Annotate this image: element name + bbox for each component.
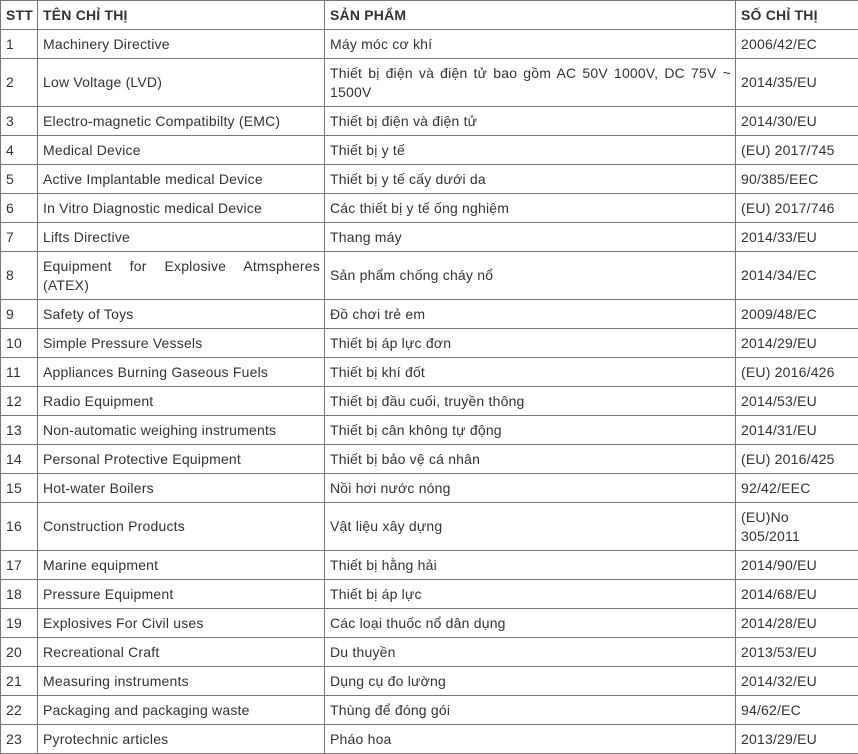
table-row — [1, 252, 858, 300]
cell-product: Thiết bị điện và điện tử bao gồm AC 50V 1000V, DC 75V ~ 1500V — [325, 59, 736, 107]
table-row — [1, 638, 858, 667]
cell-stt: 22 — [1, 696, 38, 725]
cell-stt: 14 — [1, 445, 38, 474]
cell-code: 2013/29/EU — [736, 725, 858, 754]
cell-name: Pyrotechnic articles — [38, 725, 325, 754]
cell-stt: 23 — [1, 725, 38, 754]
cell-code: 92/42/EEC — [736, 474, 858, 503]
cell-stt: 18 — [1, 580, 38, 609]
table-row — [1, 609, 858, 638]
cell-name: Lifts Directive — [38, 223, 325, 252]
header-row — [1, 1, 858, 30]
cell-stt: 19 — [1, 609, 38, 638]
cell-code: (EU) 2016/425 — [736, 445, 858, 474]
cell-stt: 6 — [1, 194, 38, 223]
cell-product: Thùng để đóng gói — [325, 696, 736, 725]
table-row — [1, 445, 858, 474]
cell-product: Nồi hơi nước nóng — [325, 474, 736, 503]
table-row — [1, 725, 858, 754]
table-row — [1, 107, 858, 136]
cell-stt: 21 — [1, 667, 38, 696]
cell-code: 2009/48/EC — [736, 300, 858, 329]
cell-name: Explosives For Civil uses — [38, 609, 325, 638]
cell-product: Thiết bị cân không tự động — [325, 416, 736, 445]
cell-code: 2014/33/EU — [736, 223, 858, 252]
cell-name: Personal Protective Equipment — [38, 445, 325, 474]
cell-name: Machinery Directive — [38, 30, 325, 59]
cell-name: Hot-water Boilers — [38, 474, 325, 503]
cell-code: 2014/30/EU — [736, 107, 858, 136]
cell-code: 94/62/EC — [736, 696, 858, 725]
cell-product: Thiết bị áp lực đơn — [325, 329, 736, 358]
cell-product: Thiết bị áp lực — [325, 580, 736, 609]
cell-stt: 10 — [1, 329, 38, 358]
cell-code: 2014/31/EU — [736, 416, 858, 445]
cell-code: 90/385/EEC — [736, 165, 858, 194]
table-row — [1, 223, 858, 252]
cell-code: 2014/68/EU — [736, 580, 858, 609]
table-row — [1, 416, 858, 445]
cell-product: Thiết bị hằng hải — [325, 551, 736, 580]
cell-product: Thiết bị y tế — [325, 136, 736, 165]
cell-code: (EU) 2017/745 — [736, 136, 858, 165]
cell-product: Máy móc cơ khí — [325, 30, 736, 59]
table-row — [1, 300, 858, 329]
cell-product: Thiết bị điện và điện tử — [325, 107, 736, 136]
header-code: SỐ CHỈ THỊ — [736, 1, 858, 30]
cell-code: 2014/28/EU — [736, 609, 858, 638]
cell-stt: 3 — [1, 107, 38, 136]
cell-stt: 4 — [1, 136, 38, 165]
table-row — [1, 59, 858, 107]
cell-name: Pressure Equipment — [38, 580, 325, 609]
cell-name: Construction Products — [38, 503, 325, 551]
cell-name: Radio Equipment — [38, 387, 325, 416]
cell-code: (EU) 2016/426 — [736, 358, 858, 387]
cell-code: 2014/35/EU — [736, 59, 858, 107]
cell-name: In Vitro Diagnostic medical Device — [38, 194, 325, 223]
cell-code: (EU)No 305/2011 — [736, 503, 858, 551]
cell-name: Safety of Toys — [38, 300, 325, 329]
table-row — [1, 329, 858, 358]
cell-product: Thang máy — [325, 223, 736, 252]
cell-product: Thiết bị khí đốt — [325, 358, 736, 387]
table-row — [1, 387, 858, 416]
table-row — [1, 580, 858, 609]
cell-product: Sản phẩm chống cháy nổ — [325, 252, 736, 300]
cell-code: 2013/53/EU — [736, 638, 858, 667]
table-row — [1, 165, 858, 194]
cell-name: Marine equipment — [38, 551, 325, 580]
cell-product: Thiết bị bảo vệ cá nhân — [325, 445, 736, 474]
cell-stt: 15 — [1, 474, 38, 503]
cell-code: (EU) 2017/746 — [736, 194, 858, 223]
cell-code: 2014/32/EU — [736, 667, 858, 696]
cell-product: Du thuyền — [325, 638, 736, 667]
cell-stt: 13 — [1, 416, 38, 445]
cell-code: 2006/42/EC — [736, 30, 858, 59]
table-row — [1, 667, 858, 696]
cell-stt: 12 — [1, 387, 38, 416]
header-stt: STT — [1, 1, 38, 30]
header-name: TÊN CHỈ THỊ — [38, 1, 325, 30]
cell-name: Measuring instruments — [38, 667, 325, 696]
cell-name: Equipment for Explosive Atmspheres (ATEX) — [38, 252, 325, 300]
cell-product: Thiết bị đầu cuối, truyền thông — [325, 387, 736, 416]
cell-product: Thiết bị y tế cấy dưới da — [325, 165, 736, 194]
cell-stt: 1 — [1, 30, 38, 59]
cell-name: Recreational Craft — [38, 638, 325, 667]
cell-stt: 20 — [1, 638, 38, 667]
cell-code: 2014/34/EC — [736, 252, 858, 300]
cell-stt: 7 — [1, 223, 38, 252]
table-body — [1, 30, 858, 754]
table-row — [1, 696, 858, 725]
table-row — [1, 136, 858, 165]
cell-product: Vật liệu xây dựng — [325, 503, 736, 551]
cell-stt: 8 — [1, 252, 38, 300]
cell-name: Medical Device — [38, 136, 325, 165]
cell-name: Appliances Burning Gaseous Fuels — [38, 358, 325, 387]
cell-name: Simple Pressure Vessels — [38, 329, 325, 358]
cell-product: Pháo hoa — [325, 725, 736, 754]
cell-stt: 5 — [1, 165, 38, 194]
cell-code: 2014/29/EU — [736, 329, 858, 358]
cell-stt: 16 — [1, 503, 38, 551]
cell-name: Electro-magnetic Compatibilty (EMC) — [38, 107, 325, 136]
cell-product: Đồ chơi trẻ em — [325, 300, 736, 329]
cell-name: Active Implantable medical Device — [38, 165, 325, 194]
table-row — [1, 194, 858, 223]
table-row — [1, 474, 858, 503]
cell-product: Dụng cụ đo lường — [325, 667, 736, 696]
cell-product: Các loại thuốc nổ dân dụng — [325, 609, 736, 638]
table-row — [1, 358, 858, 387]
table-row — [1, 30, 858, 59]
cell-name: Non-automatic weighing instruments — [38, 416, 325, 445]
cell-stt: 17 — [1, 551, 38, 580]
cell-stt: 2 — [1, 59, 38, 107]
cell-product: Các thiết bị y tế ống nghiệm — [325, 194, 736, 223]
cell-code: 2014/53/EU — [736, 387, 858, 416]
table-row — [1, 503, 858, 551]
header-product: SẢN PHẨM — [325, 1, 736, 30]
cell-code: 2014/90/EU — [736, 551, 858, 580]
cell-stt: 11 — [1, 358, 38, 387]
cell-stt: 9 — [1, 300, 38, 329]
cell-name: Packaging and packaging waste — [38, 696, 325, 725]
table-row — [1, 551, 858, 580]
cell-name: Low Voltage (LVD) — [38, 59, 325, 107]
